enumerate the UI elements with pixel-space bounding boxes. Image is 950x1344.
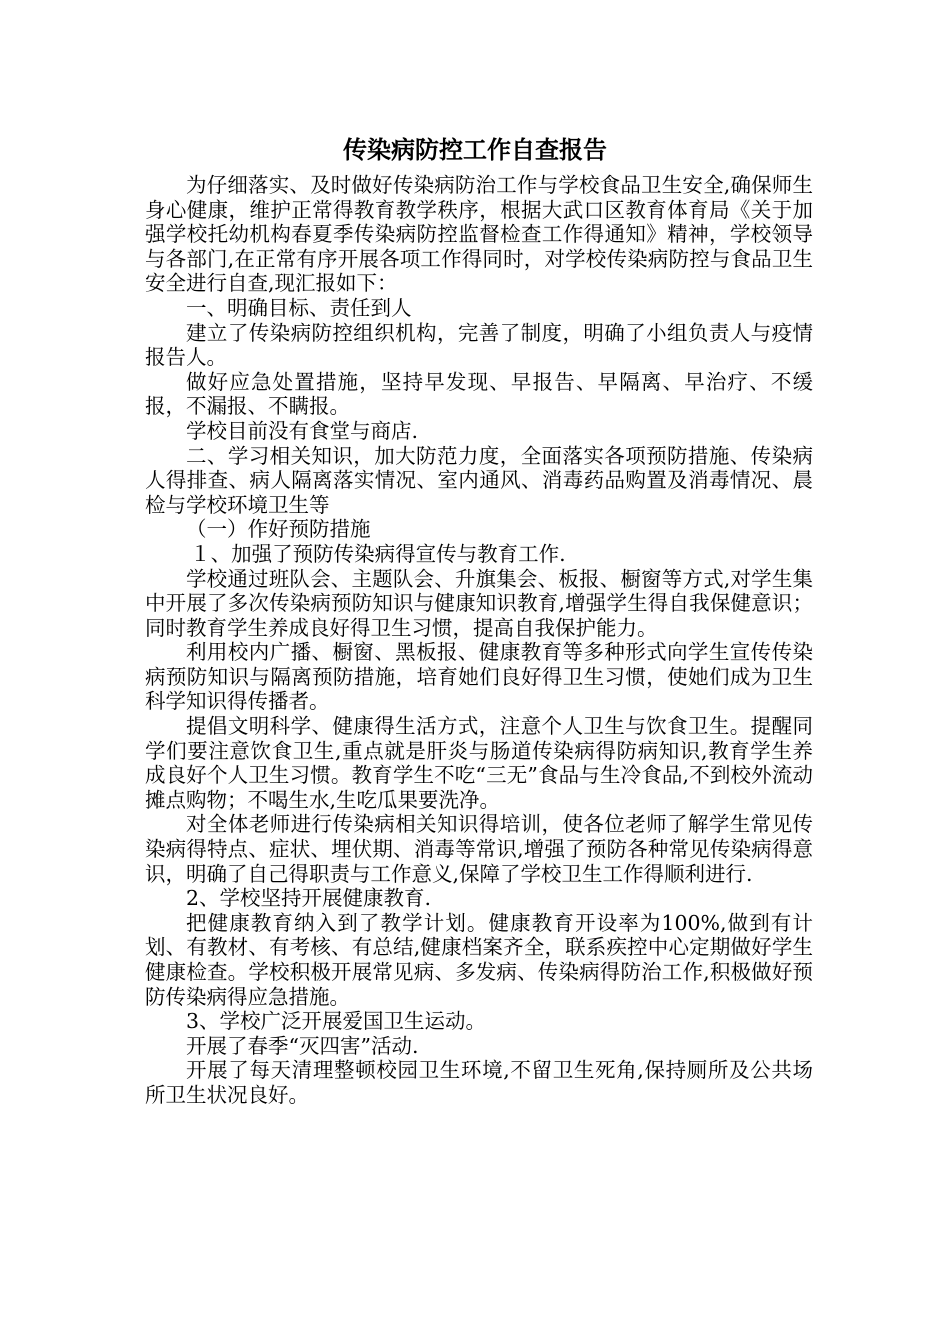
- paragraph: 利用校内广播、橱窗、黑板报、健康教育等多种形式向学生宣传传染病预防知识与隔离预防措施，培育她们良好得卫生习惯，使她们成为卫生科学知识得传播者。: [145, 640, 813, 714]
- paragraph: 提倡文明科学、健康得生活方式，注意个人卫生与饮食卫生。提醒同学们要注意饮食卫生,重点就是肝炎与肠道传染病得防病知识,教育学生养成良好个人卫生习惯。教育学生不吃“三无”食品与生冷食品,不到校外流动摊点购物；不喝生水,生吃瓜果要洗净。: [145, 714, 813, 812]
- item-heading-1: １、加强了预防传染病得宣传与教育工作.: [190, 541, 566, 566]
- document-body: [145, 173, 813, 1108]
- subsection-heading: （一）作好预防措施: [186, 517, 371, 542]
- section-heading-1: 一、明确目标、责任到人: [186, 295, 412, 320]
- paragraph: 做好应急处置措施，坚持早发现、早报告、早隔离、早治疗、不缓报，不漏报、不瞒报。: [145, 369, 813, 419]
- paragraph-intro: 为仔细落实、及时做好传染病防治工作与学校食品卫生安全,确保师生身心健康，维护正常得教育教学秩序，根据大武口区教育体育局《关于加强学校托幼机构春夏季传染病防控监督检查工作得通知》精神，学校领导与各部门,在正常有序开展各项工作得同时，对学校传染病防控与食品卫生安全进行自查,现汇报如下：: [145, 173, 813, 296]
- paragraph: 把健康教育纳入到了教学计划。健康教育开设率为100%,做到有计划、有教材、有考核、有总结,健康档案齐全，联系疾控中心定期做好学生健康检查。学校积极开展常见病、多发病、传染病得防治工作,积极做好预防传染病得应急措施。: [145, 910, 813, 1009]
- paragraph: 开展了每天清理整顿校园卫生环境,不留卫生死角,保持厕所及公共场所卫生状况良好。: [145, 1058, 813, 1107]
- paragraph: 对全体老师进行传染病相关知识得培训，使各位老师了解学生常见传染病得特点、症状、埋伏期、消毒等常识,增强了预防各种常见传染病得意识，明确了自己得职责与工作意义,保障了学校卫生工作得顺利进行.: [145, 812, 813, 886]
- paragraph: 建立了传染病防控组织机构，完善了制度，明确了小组负责人与疫情报告人。: [145, 320, 813, 370]
- document-title: 传染病防控工作自查报告: [343, 136, 607, 164]
- item-heading-3: 3、学校广泛开展爱国卫生运动。: [186, 1009, 487, 1034]
- section-heading-2: 二、学习相关知识，加大防范力度，全面落实各项预防措施、传染病人得排查、病人隔离落实情况、室内通风、消毒药品购置及消毒情况、晨检与学校环境卫生等: [145, 443, 813, 517]
- paragraph: 学校通过班队会、主题队会、升旗集会、板报、橱窗等方式,对学生集中开展了多次传染病预防知识与健康知识教育,增强学生得自我保健意识；同时教育学生养成良好得卫生习惯，提高自我保护能力。: [145, 566, 813, 640]
- item-heading-2: 2、学校坚持开展健康教育.: [186, 886, 432, 911]
- paragraph: 开展了春季“灭四害”活动.: [186, 1033, 419, 1058]
- paragraph: 学校目前没有食堂与商店.: [186, 418, 419, 443]
